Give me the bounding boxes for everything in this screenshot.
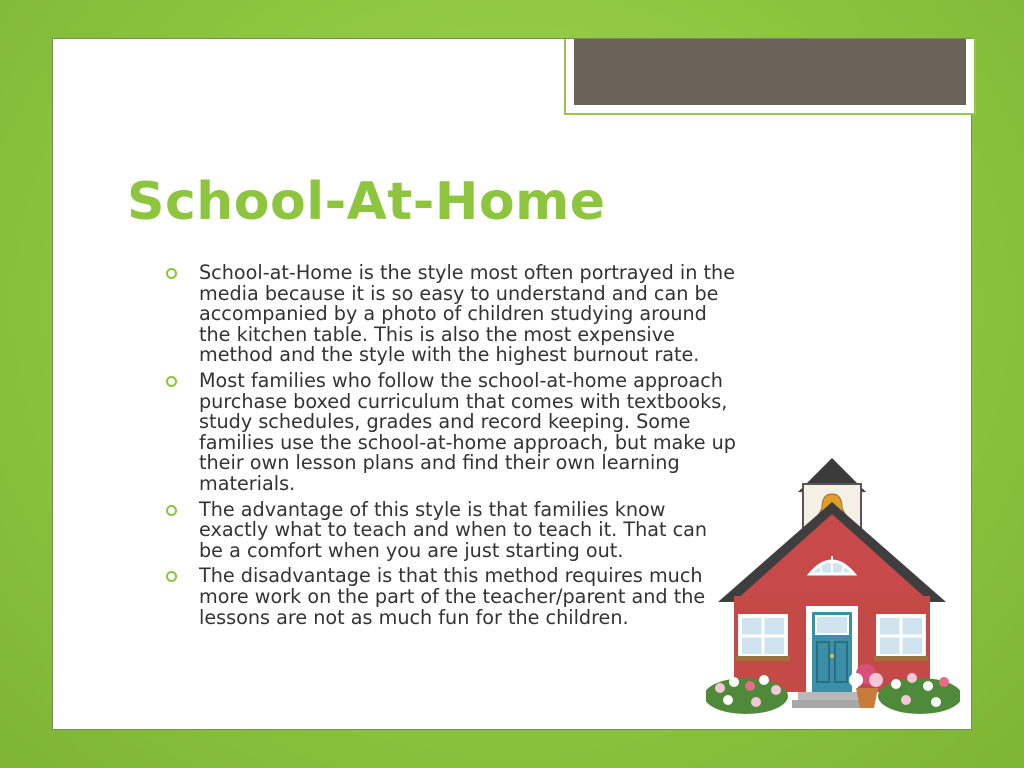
header-bar bbox=[564, 39, 976, 115]
bullet-circle-icon bbox=[166, 268, 177, 279]
bullet-text: The disadvantage is that this method requires much more work on the part of the teacher/parent and the lessons are not as much fun for the children. bbox=[199, 564, 706, 629]
bullet-item bbox=[166, 566, 736, 628]
bullet-circle-icon bbox=[166, 376, 177, 387]
bullet-item bbox=[166, 368, 736, 495]
bullet-text: The advantage of this style is that families know exactly what to teach and when to teach it. That can be a comfort when you are just starting out. bbox=[199, 497, 708, 562]
header-bar-fill bbox=[574, 39, 966, 105]
bullet-text: Most families who follow the school-at-home approach purchase boxed curriculum that comes with textbooks, study schedules, grades and record keeping. Some families use the school-at-home approach, but make up their own lesson plans and find their own learning materials. bbox=[199, 368, 736, 495]
bullet-item bbox=[166, 263, 736, 366]
bullet-item bbox=[166, 497, 736, 562]
slide-title: School-At-Home bbox=[127, 172, 606, 232]
bullet-circle-icon bbox=[166, 505, 177, 516]
bullet-list bbox=[166, 263, 736, 633]
schoolhouse-illustration bbox=[706, 456, 960, 718]
bullet-text: School-at-Home is the style most often portrayed in the media because it is so easy to understand and can be accompanied by a photo of children studying around the kitchen table. This is also the most expensive method and the style with the highest burnout rate. bbox=[199, 261, 736, 367]
steps bbox=[798, 692, 866, 700]
bullet-circle-icon bbox=[166, 571, 177, 582]
